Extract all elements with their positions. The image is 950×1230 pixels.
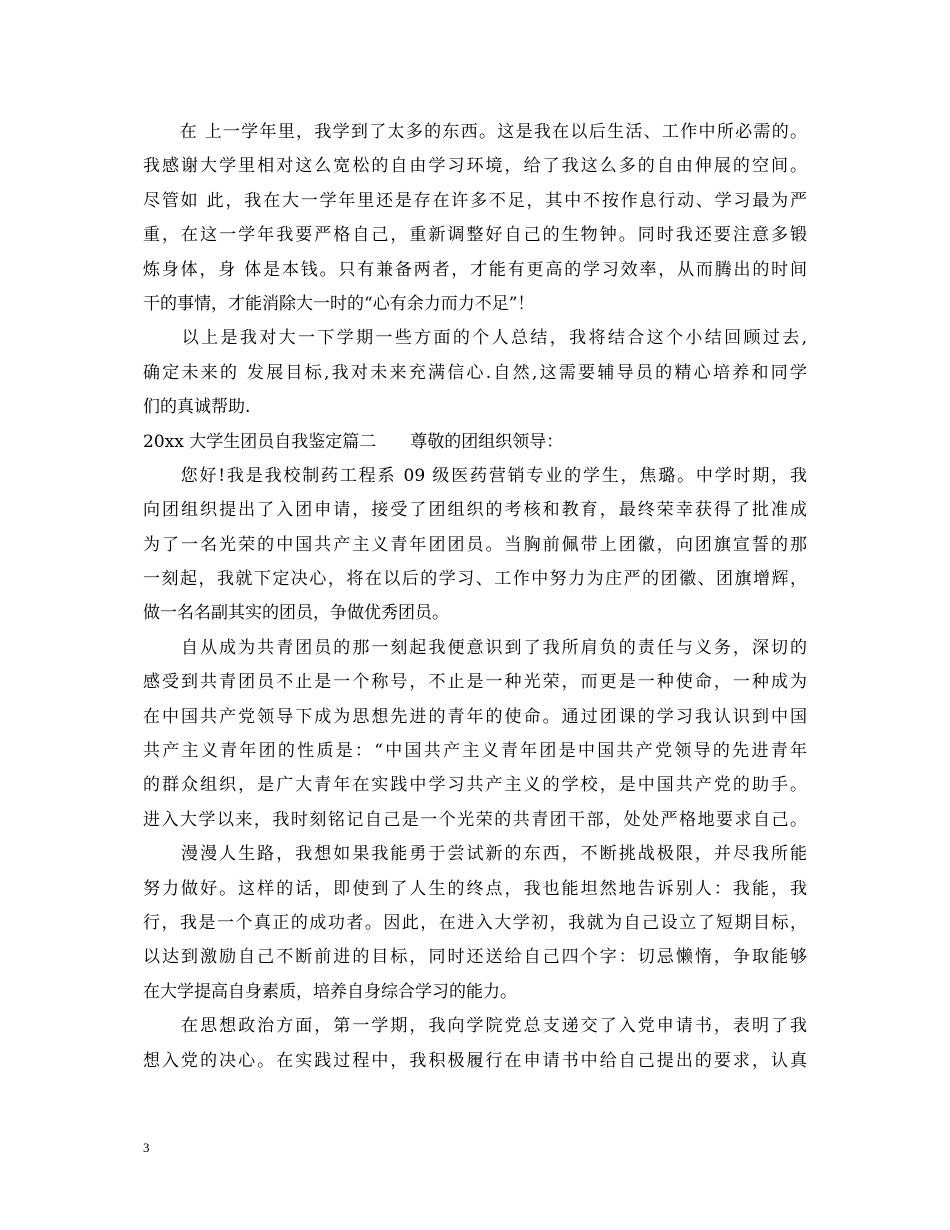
text-line: 确定未来的 发展目标,我对未来充满信心.自然,这需要辅导员的精心培养和同学 xyxy=(143,362,807,383)
text-line: 在思想政治方面，第一学期，我向学院党总支递交了入党申请书，表明了我 xyxy=(143,1016,807,1037)
text-line: 炼身体，身 体是本钱。只有兼备两者，才能有更高的学习效率，从而腾出的时间 xyxy=(143,259,807,280)
text-line: 行，我是一个真正的成功者。因此，在进入大学初，我就为自己设立了短期目标， xyxy=(143,912,807,933)
text-line: 为了一名光荣的中国共产主义青年团团员。当胸前佩带上团徽，向团旗宣誓的那 xyxy=(143,534,807,555)
text-line: 做一名名副其实的团员，争做优秀团员。 xyxy=(143,603,449,624)
section-heading: 20xx 大学生团员自我鉴定篇二 尊敬的团组织领导： xyxy=(143,431,564,452)
text-line: 在大学提高自身素质，培养自身综合学习的能力。 xyxy=(143,981,517,1002)
text-line: 自从成为共青团员的那一刻起我便意识到了我所肩负的责任与义务，深切的 xyxy=(143,637,807,658)
text-line: 向团组织提出了入团申请，接受了团组织的考核和教育，最终荣幸获得了批准成 xyxy=(143,500,807,521)
text-line: 在 上一学年里，我学到了太多的东西。这是我在以后生活、工作中所必需的。 xyxy=(143,122,807,142)
text-line: 漫漫人生路，我想如果我能勇于尝试新的东西，不断挑战极限，并尽我所能 xyxy=(143,844,807,865)
text-line: 重，在这一学年我要严格自己，重新调整好自己的生物钟。同时我还要注意多锻 xyxy=(143,225,807,246)
text-line: 共产主义青年团的性质是：“中国共产主义青年团是中国共产党领导的先进青年 xyxy=(143,741,807,762)
text-line: 感受到共青团员不止是一个称号，不止是一种光荣，而更是一种使命，一种成为 xyxy=(143,672,807,693)
text-line: 想入党的决心。在实践过程中，我积极履行在申请书中给自己提出的要求，认真 xyxy=(143,1050,807,1071)
text-line: 进入大学以来，我时刻铭记自己是一个光荣的共青团干部，处处严格地要求自己。 xyxy=(143,809,807,830)
document-body xyxy=(143,115,807,1078)
text-line: 们的真诚帮助. xyxy=(143,397,251,418)
text-line: 我感谢大学里相对这么宽松的自由学习环境，给了我这么多的自由伸展的空间。 xyxy=(143,156,807,177)
text-line: 努力做好。这样的话，即使到了人生的终点，我也能坦然地告诉别人：我能，我 xyxy=(143,878,807,899)
text-line: 以达到激励自己不断前进的目标，同时还送给自己四个字：切忌懒惰，争取能够 xyxy=(143,947,807,968)
text-line: 以上是我对大一下学期一些方面的个人总结，我将结合这个小结回顾过去, xyxy=(143,328,807,349)
text-line: 干的事情，才能消除大一时的“心有余力而力不足”！ xyxy=(143,293,535,314)
text-line: 的群众组织，是广大青年在实践中学习共产主义的学校，是中国共产党的助手。 xyxy=(143,775,807,796)
text-line: 您好!我是我校制药工程系 09 级医药营销专业的学生，焦璐。中学时期，我 xyxy=(143,465,807,486)
text-line: 尽管如 此，我在大一学年里还是存在许多不足，其中不按作息行动、学习最为严 xyxy=(143,190,807,211)
text-line: 一刻起，我就下定决心，将在以后的学习、工作中努力为庄严的团徽、团旗增辉， xyxy=(143,569,807,590)
text-line: 在中国共产党领导下成为思想先进的青年的使命。通过团课的学习我认识到中国 xyxy=(143,706,807,727)
page-number: 3 xyxy=(143,1140,150,1155)
